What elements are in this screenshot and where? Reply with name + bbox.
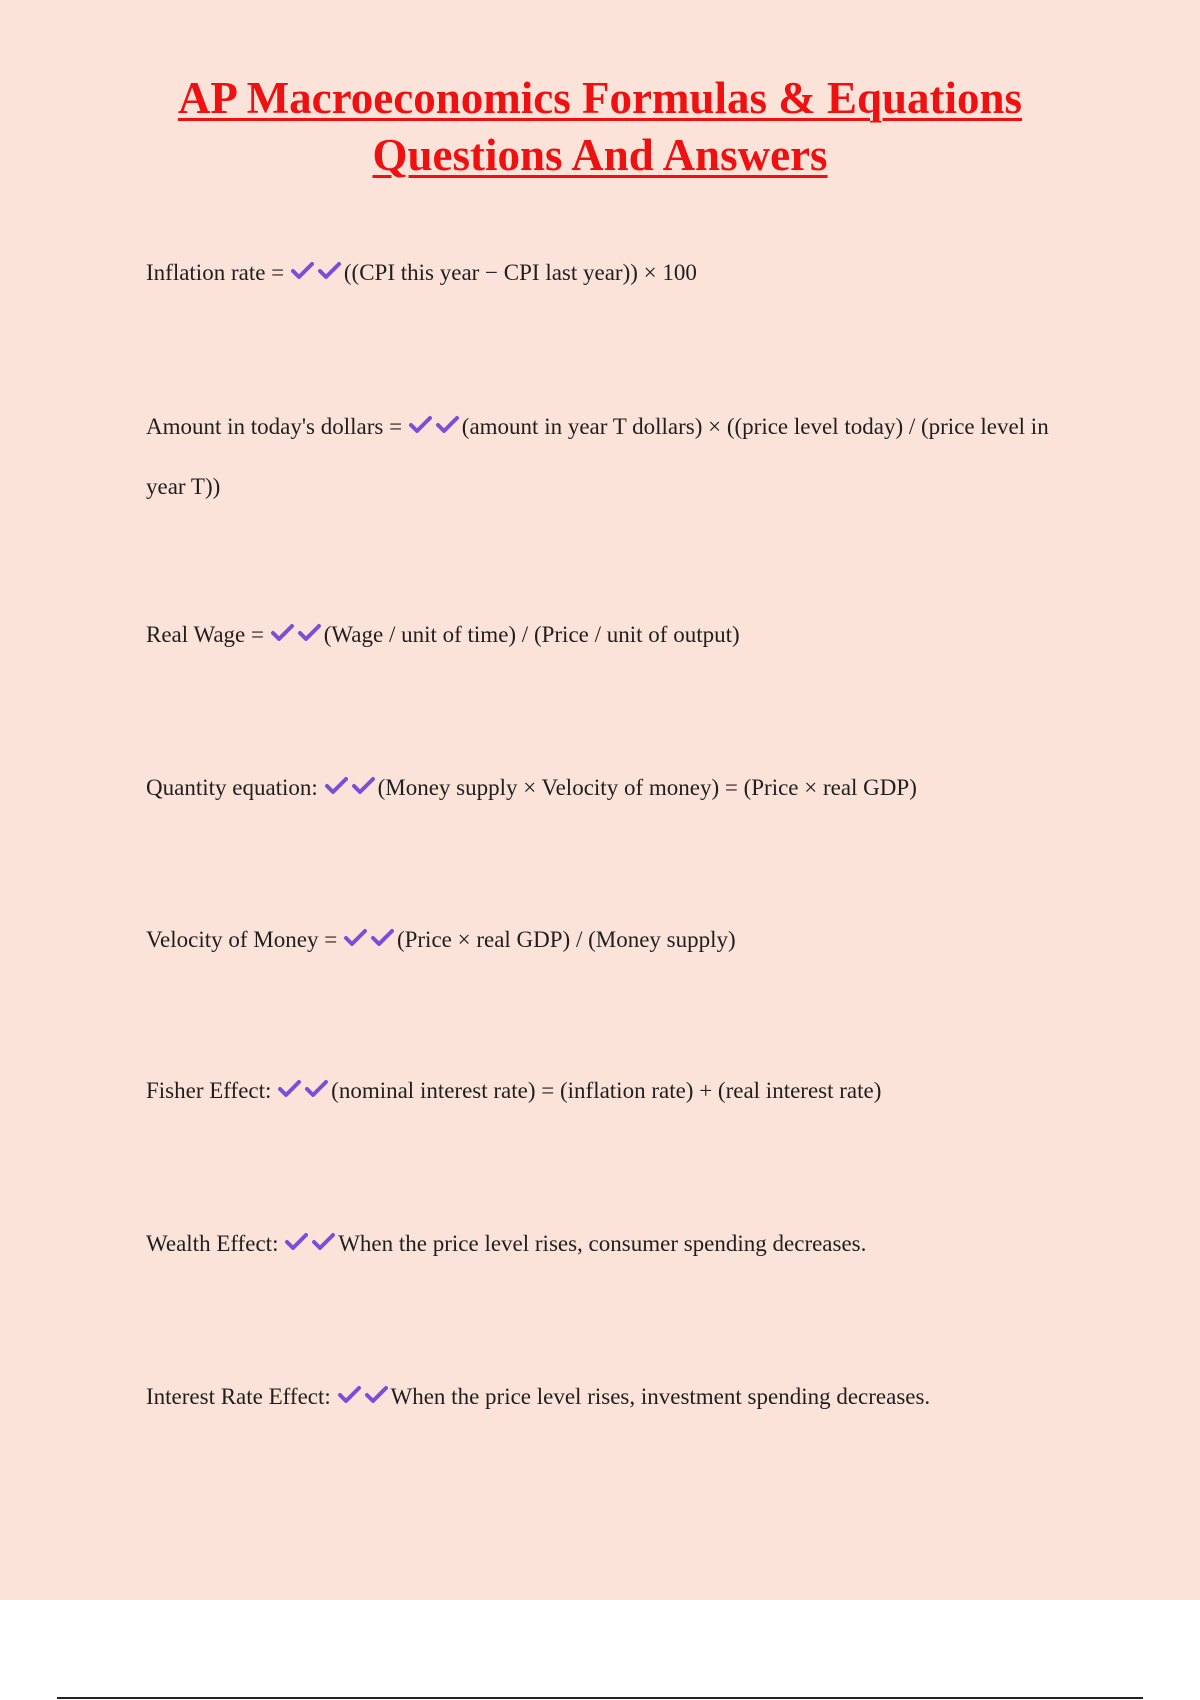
qa-item-interest-rate-effect [146,1367,1086,1427]
qa-item-fisher-effect [146,1061,1086,1121]
answer-text: When the price level rises, consumer spending decreases. [338,1231,867,1256]
answer-text: (Price × real GDP) / (Money supply) [396,927,736,952]
footer-divider [57,1697,1143,1699]
qa-item-quantity-equation [146,758,1086,818]
title-line-1: AP Macroeconomics Formulas & Equations [177,73,1023,123]
answer-text: (Money supply × Velocity of money) = (Price × real GDP) [377,775,917,800]
question-text: Velocity of Money = [146,927,338,952]
answer-text: ((CPI this year − CPI last year)) × 100 [343,260,697,285]
double-check-icon [277,1078,331,1100]
title-line-2: Questions And Answers [372,130,828,180]
question-text: Wealth Effect: [146,1231,279,1256]
question-text: Real Wage = [146,622,264,647]
qa-item-real-wage [146,605,1086,665]
qa-item-inflation-rate [146,243,1086,303]
double-check-icon [337,1384,391,1406]
qa-item-todays-dollars [146,397,1086,517]
question-text: Fisher Effect: [146,1078,272,1103]
question-text: Interest Rate Effect: [146,1384,331,1409]
double-check-icon [270,622,324,644]
answer-text: (Wage / unit of time) / (Price / unit of output) [323,622,740,647]
answer-text: (amount in year T dollars) × ((price level today) / (price level in year T)) [146,414,1049,499]
answer-text: When the price level rises, investment spending decreases. [390,1384,931,1409]
double-check-icon [408,414,462,436]
double-check-icon [324,775,378,797]
question-text: Amount in today's dollars = [146,414,403,439]
answer-text: (nominal interest rate) = (inflation rate) + (real interest rate) [331,1078,882,1103]
qa-item-wealth-effect [146,1214,1086,1274]
document-title [100,70,1100,184]
double-check-icon [284,1231,338,1253]
qa-item-velocity-of-money [146,910,1086,970]
double-check-icon [290,260,344,282]
double-check-icon [343,927,397,949]
question-text: Inflation rate = [146,260,285,285]
question-text: Quantity equation: [146,775,318,800]
